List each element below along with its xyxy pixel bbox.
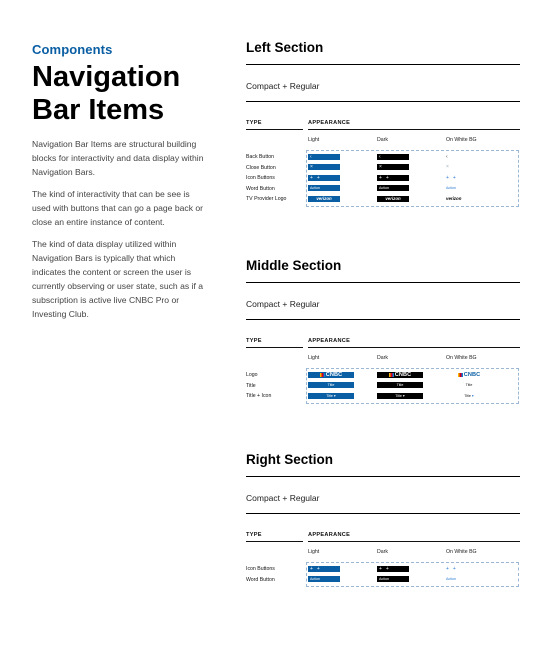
icon-group [379,566,389,572]
light-back-button[interactable] [308,154,340,160]
variant-white [446,393,492,399]
title-label: Title [327,383,335,387]
column-light: Light [308,355,320,361]
type-column-header: TYPE [246,338,262,344]
table-row [246,163,520,174]
appearance-header-underline [308,347,520,348]
close-icon: × [446,164,449,170]
middle-rows [246,370,520,402]
verizon-logo-text: verizon [446,196,462,201]
light-action-button[interactable] [308,185,340,191]
type-header-underline [246,129,303,130]
white-plus-button[interactable] [446,566,478,572]
variant-dark [377,164,409,170]
plus-icon: + [310,565,313,572]
row-label: Title [246,382,256,389]
page-title-line-1: Navigation [32,61,181,93]
plus-icon: + [379,174,382,181]
light-verizon-logo [308,196,340,202]
type-header-underline [246,347,303,348]
white-title-button[interactable] [446,393,492,399]
white-close-button[interactable] [446,164,478,170]
column-white: On White BG [446,355,477,361]
left-section-title: Left Section [246,40,324,55]
dark-close-button[interactable] [377,164,409,170]
middle-appearance-columns [246,352,520,366]
row-label: Word Button [246,185,275,192]
column-white: On White BG [446,549,477,555]
right-section-title: Right Section [246,452,333,467]
middle-section-title: Middle Section [246,258,342,273]
appearance-column-header: APPEARANCE [308,532,351,538]
variant-white [446,576,478,582]
left-section-rule [246,64,520,65]
row-label: Back Button [246,154,274,160]
action-label: Action [310,577,320,581]
appearance-column-header: APPEARANCE [308,120,351,126]
variant-dark [377,196,409,202]
white-verizon-logo [446,196,478,202]
middle-section [246,258,520,402]
plus-icon: + [310,174,313,181]
back-icon: ‹ [310,153,312,160]
action-label: Action [446,577,456,581]
right-section-rule [246,476,520,477]
icon-group [446,175,456,181]
variant-white [446,175,478,181]
table-row [246,194,520,205]
dark-action-button[interactable] [377,185,409,191]
nbc-peacock-icon [389,373,394,377]
dark-title-bar [377,382,423,388]
column-white: On White BG [446,137,477,143]
white-plus-button[interactable] [446,175,478,181]
variant-dark [377,566,409,572]
variant-light [308,175,340,181]
left-appearance-columns [246,134,520,148]
dark-title-button[interactable] [377,393,423,399]
variant-light [308,164,340,170]
dark-plus-button[interactable] [377,175,409,181]
row-label: Icon Buttons [246,566,275,572]
middle-section-subtitle: Compact + Regular [246,299,320,309]
variant-light [308,393,354,399]
icon-group [446,566,456,572]
chevron-down-icon: ▾ [471,393,474,398]
column-dark: Dark [377,137,388,143]
white-title-bar [446,382,492,388]
plus-icon: + [379,565,382,572]
intro-paragraph-2: The kind of interactivity that can be see is used with buttons that can go a page back or close an entire instance of content. [32,189,204,227]
action-label: Action [446,186,456,190]
title-label: Title [465,383,473,387]
dark-verizon-logo [377,196,409,202]
intro-column [32,42,210,329]
table-row [246,173,520,184]
appearance-column-header: APPEARANCE [308,338,351,344]
row-label: Close Button [246,164,276,171]
eyebrow: Components [32,42,113,57]
plus-icon: + [452,565,456,572]
variant-white [446,382,492,388]
type-column-header: TYPE [246,532,262,538]
chevron-down-icon: ▾ [402,393,405,398]
middle-section-rule [246,282,520,283]
icon-group [310,175,320,181]
right-table-header [246,532,520,546]
white-action-button[interactable] [446,185,478,191]
variant-light [308,382,354,388]
plus-icon: + [316,174,320,181]
variant-light [308,576,340,582]
table-row [246,575,520,586]
title-label: Title [326,393,333,398]
table-row [246,370,520,381]
column-dark: Dark [377,549,388,555]
nbc-peacock-icon [458,373,463,377]
cnbc-logo-text: CNBC [463,371,481,378]
variant-dark [377,175,409,181]
plus-icon: + [452,174,456,181]
column-light: Light [308,549,320,555]
variant-dark [377,393,423,399]
table-row [246,184,520,195]
title-label: Title [464,393,471,398]
page-title-line-2: Bar Items [32,94,165,126]
table-row [246,381,520,392]
close-icon: × [310,164,313,170]
row-label: Title + Icon [246,393,272,399]
column-light: Light [308,137,320,143]
title-label: Title [395,393,402,398]
left-section-subtitle: Compact + Regular [246,81,320,91]
variant-dark [377,576,409,582]
icon-group [310,566,320,572]
cnbc-logo-text: CNBC [325,371,343,378]
verizon-logo-text: verizon [385,196,401,201]
dark-plus-button[interactable] [377,566,409,572]
cnbc-logo-text: CNBC [394,371,412,378]
variant-light [308,185,340,191]
left-rows [246,152,520,205]
plus-icon: + [446,565,449,572]
plus-icon: + [385,565,389,572]
page-title [32,61,210,127]
variant-dark [377,185,409,191]
action-label: Action [379,186,389,190]
plus-icon: + [446,174,449,181]
title-label: Title [396,383,404,387]
white-back-button[interactable] [446,154,478,160]
light-action-button[interactable] [308,576,340,582]
appearance-header-underline [308,129,520,130]
table-row [246,391,520,402]
back-icon: ‹ [446,153,448,160]
left-section [246,40,520,205]
appearance-header-underline [308,541,520,542]
variant-light [308,154,340,160]
table-row [246,152,520,163]
variant-white [446,164,478,170]
white-action-button[interactable] [446,576,478,582]
variant-light [308,566,340,572]
column-dark: Dark [377,355,388,361]
light-cnbc-logo [308,372,354,378]
verizon-logo-text: verizon [316,196,332,201]
row-label: Icon Buttons [246,175,275,181]
row-label: Logo [246,372,258,378]
dark-back-button[interactable] [377,154,409,160]
light-plus-button[interactable] [308,175,340,181]
middle-table-header [246,338,520,352]
variant-white [446,185,478,191]
row-label: TV Provider Logo [246,196,287,202]
intro-paragraph-3: The kind of data display utilized within Navigation Bars is typically that which indicates the content or screen the user is currently observing or user state, such as if a subscription is active live CNBC Pro or Investing Club. [32,239,203,319]
type-header-underline [246,541,303,542]
variant-white [446,154,478,160]
action-label: Action [310,186,320,190]
left-table-header [246,120,520,134]
light-title-bar [308,382,354,388]
back-icon: ‹ [379,153,381,160]
chevron-down-icon: ▾ [333,393,336,398]
right-section [246,452,520,585]
plus-icon: + [385,174,389,181]
variant-light [308,372,354,378]
right-appearance-columns [246,546,520,560]
dark-action-button[interactable] [377,576,409,582]
variant-white [446,196,478,202]
intro-paragraph-1: Navigation Bar Items are structural building blocks for interactivity and data display within Navigation Bars. [32,139,204,177]
variant-white [446,566,478,572]
light-title-button[interactable] [308,393,354,399]
right-rows [246,564,520,585]
variant-dark [377,382,423,388]
table-row [246,564,520,575]
dark-cnbc-logo [377,372,423,378]
nbc-peacock-icon [320,373,325,377]
variant-dark [377,372,423,378]
right-section-subtitle: Compact + Regular [246,493,320,503]
light-close-button[interactable] [308,164,340,170]
action-label: Action [379,577,389,581]
variant-dark [377,154,409,160]
variant-white [446,372,492,378]
plus-icon: + [316,565,320,572]
row-label: Word Button [246,576,275,583]
type-column-header: TYPE [246,120,262,126]
light-plus-button[interactable] [308,566,340,572]
icon-group [379,175,389,181]
variant-light [308,196,340,202]
close-icon: × [379,164,382,170]
white-cnbc-logo [446,372,492,378]
